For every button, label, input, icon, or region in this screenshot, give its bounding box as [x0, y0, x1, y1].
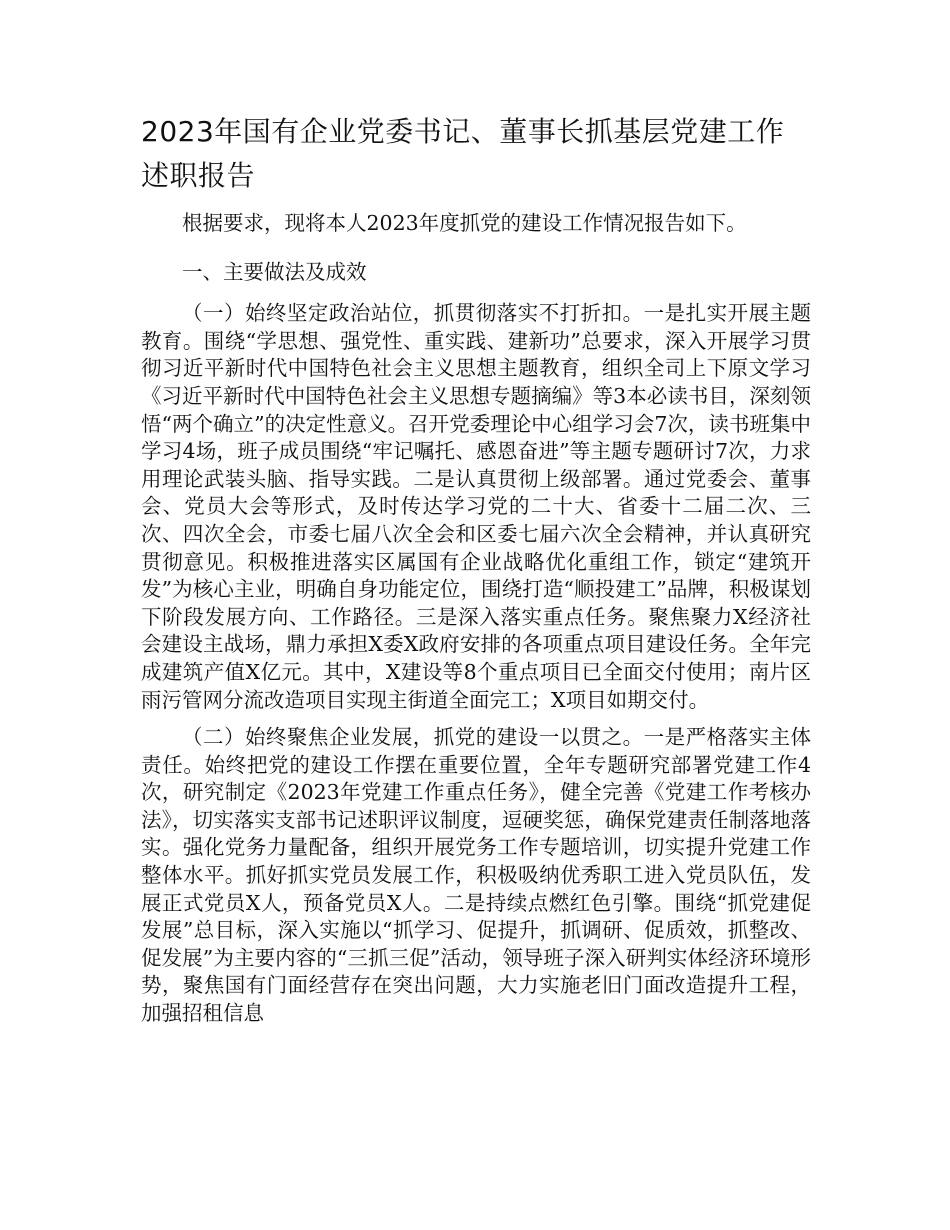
section-heading: 一、主要做法及成效	[182, 259, 367, 284]
intro-paragraph: 根据要求，现将本人2023年度抓党的建设工作情况报告如下。	[182, 211, 747, 235]
body-paragraph-1: （一）始终坚定政治站位，抓贯彻落实不打折扣。一是扎实开展主题教育。围绕“学思想、强党性、重实践、建新功”总要求，深入开展学习贯彻习近平新时代中国特色社会主义思想主题教育，组织全司上下原文学习《习近平新时代中国特色社会主义思想专题摘编》等3本必读书目，深刻领悟“两个确立”的决定性意义。召开党委理论中心组学习会7次，读书班集中学习4场，班子成员围绕“牢记嘱托、感恩奋进”等主题专题研讨7次，力求用理论武装头脑、指导实践。二是认真贯彻上级部署。通过党委会、董事会、党员大会等形式，及时传达学习党的二十大、省委十二届二次、三次、四次全会，市委七届八次全会和区委七届六次全会精神，并认真研究贯彻意见。积极推进落实区属国有企业战略优化重组工作，锁定“建筑开发”为核心主业，明确自身功能定位，围绕打造“顺投建工”品牌，积极谋划下阶段发展方向、工作路径。三是深入落实重点任务。聚焦聚力X经济社会建设主战场，鼎力承担X委X政府安排的各项重点项目建设任务。全年完成建筑产值X亿元。其中，X建设等8个重点项目已全面交付使用；南片区雨污管网分流改造项目实现主街道全面完工；X项目如期交付。	[141, 301, 811, 712]
body-paragraph-2: （二）始终聚焦企业发展，抓党的建设一以贯之。一是严格落实主体责任。始终把党的建设工作摆在重要位置，全年专题研究部署党建工作4次，研究制定《2023年党建工作重点任务》，健全完善《党建工作考核办法》，切实落实支部书记述职评议制度，逗硬奖惩，确保党建责任制落地落实。强化党务力量配备，组织开展党务工作专题培训，切实提升党建工作整体水平。抓好抓实党员发展工作，积极吸纳优秀职工进入党员队伍，发展正式党员X人，预备党员X人。二是持续点燃红色引擎。围绕“抓党建促发展”总目标，深入实施以“抓学习、促提升，抓调研、促质效，抓整改、促发展”为主要内容的“三抓三促”活动，领导班子深入研判实体经济环境形势，聚焦国有门面经营存在突出问题，大力实施老旧门面改造提升工程，加强招租信息	[141, 725, 811, 1026]
document-title: 2023年国有企业党委书记、董事长抓基层党建工作述职报告	[141, 115, 785, 192]
document-page	[141, 110, 811, 1038]
